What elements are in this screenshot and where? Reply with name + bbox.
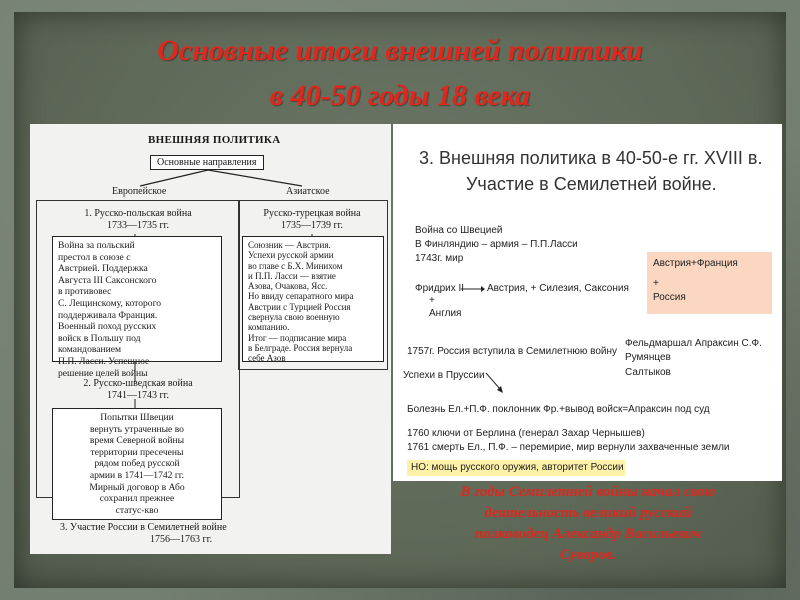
alliance-box [647,252,772,314]
war1-line: поддерживала Франция. [58,309,158,321]
war2-line: Попытки Швеции [100,412,174,423]
austria-france: Австрия+Франция [653,258,738,269]
war2-line: вернуть утраченные во [90,423,184,435]
war1-line: Война за польский [58,240,135,251]
suvorov-line: В годы Семилетней войны начал свою [460,484,716,500]
frederick-ii: Фридрих II [415,283,465,294]
rumyantsev: Румянцев [625,352,671,363]
war1-title [50,208,226,232]
war1-line: престол в союзе с [58,251,131,263]
war3-title [60,522,360,546]
death-1761: 1761 смерть Ел., П.Ф. – перемирие, мир вернули захваченные земли [407,442,730,453]
alliance-russia: Россия [653,292,686,303]
turk-line: и П.П. Ласси — взятие [248,270,336,281]
war1-box [52,236,222,379]
turk-line: Успехи русской армии [248,250,334,261]
war2-title [50,378,226,402]
european-direction: Европейское [112,186,167,197]
war1-line: войск в Польшу под [58,332,141,344]
entry-1757: 1757г. Россия вступила в Семилетнюю войну [407,346,618,357]
finland-army: В Финляндию – армия – П.П.Ласси [415,239,578,250]
war1-line: П.П. Ласси. Успешное [58,355,150,367]
turk-line: компанию. [248,322,290,333]
war2-box [52,408,222,520]
suvorov-line: деятельность великий русский [484,505,692,521]
turk-title-line1: Русско-турецкая война [263,208,361,219]
turk-line: себе Азов [248,353,286,364]
slide-title-line1: Основные итоги внешней политики [157,34,643,67]
war3-title-line1: 3. Участие России в Семилетней войне [60,522,227,533]
turk-line: в Белграде. Россия вернула [248,342,353,353]
arrow-icon [461,284,485,294]
suvorov-note [408,482,768,566]
illness-line: Болезнь Ел.+П.Ф. поклонник Фр.+вывод войск=Апраксин под суд [407,404,710,415]
turk-line: во главе с Б.Х. Минихом [248,260,343,271]
prussia-success: Успехи в Пруссии [403,370,485,381]
suvorov-line: Суворов. [559,547,617,563]
turk-line: Итог — подписание мира [248,332,347,343]
saltykov: Салтыков [625,367,671,378]
scheme-subheading: Основные направления [150,155,264,170]
war2-title-line2: 1741—1743 гг. [106,390,170,401]
war1-title-line2: 1733—1735 гг. [106,220,170,231]
war2-line: время Северной войны [89,435,185,447]
prussia-plus: + [429,295,435,306]
war1-line: Августа III Саксонского [58,274,157,286]
turk-line: Австрии с Турцией Россия [248,301,351,312]
asian-direction: Азиатское [286,186,330,197]
alliance-plus: + [653,278,659,289]
turk-line: Азова, Очакова, Ясс. [248,281,328,292]
war2-line: армии в 1741—1742 гг. [89,469,185,481]
turk-line: Союзник — Австрия. [248,240,331,250]
war1-line: Военный поход русских [58,321,157,333]
austria-silesia: Австрия, + Силезия, Саксония [487,283,629,294]
fieldmarshal-apraksin: Фельдмаршал Апраксин С.Ф. [625,338,762,349]
panel-heading-line1: 3. Внешняя политика в 40-50-е гг. XVIII в. [419,148,763,168]
peace-1743: 1743г. мир [415,253,464,264]
diagonal-arrow-icon [485,372,505,394]
scanned-scheme [30,124,391,554]
war1-line: в противовес [58,286,112,298]
war1-line: решение целей войны [58,367,148,379]
sweden-war: Война со Швецией [415,225,503,236]
war2-line: рядом побед русской [94,458,180,470]
war1-line: С. Лещинскому, которого [58,297,162,309]
war2-line: территории пресечены [90,446,184,458]
england: Англия [429,308,462,319]
war2-line: сохранил прежнее [99,493,175,505]
war1-line: командованием [58,344,122,356]
berlin-1760: 1760 ключи от Берлина (генерал Захар Чернышев) [407,428,645,439]
turk-war-title [238,208,386,232]
war3-title-line2: 1756—1763 гг. [150,534,213,545]
suvorov-line: полководец Александр Васильевич [474,526,702,542]
turk-title-line2: 1735—1739 гг. [280,220,344,231]
conclusion: НО: мощь русского оружия, авторитет России [411,462,624,473]
scheme-heading: ВНЕШНЯЯ ПОЛИТИКА [148,134,281,146]
war1-line: Австрией. Поддержка [58,263,148,275]
war1-title-line1: 1. Русско-польская война [84,208,192,219]
slide-title-line2: в 40-50 годы 18 века [269,79,531,112]
war2-line: статус-кво [115,504,159,516]
war2-title-line1: 2. Русско-шведская война [83,378,193,389]
turk-war-box [242,236,384,362]
seven-years-war-panel [393,124,782,481]
turk-line: свернула свою военную [248,312,340,323]
turk-line: Но ввиду сепаратного мира [248,291,354,302]
panel-heading-line2: Участие в Семилетней войне. [466,174,717,194]
war2-line: Мирный договор в Або [89,481,185,493]
